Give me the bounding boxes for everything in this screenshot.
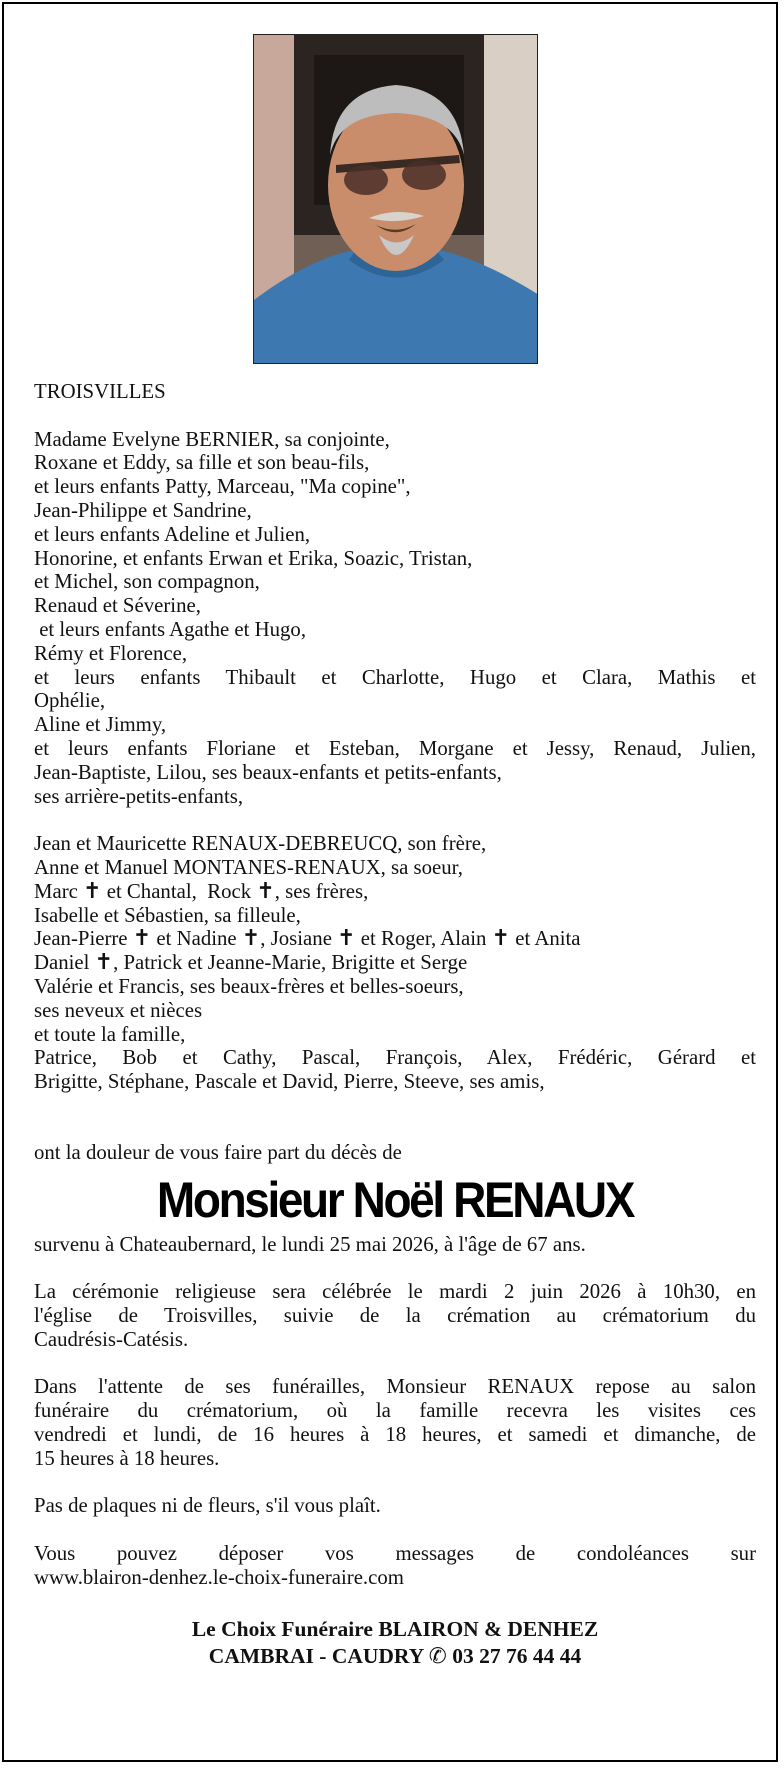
visitation-line: Dans l'attente de ses funérailles, Monsieur RENAUX repose au salon [34,1375,756,1399]
family-line: Rémy et Florence, [34,641,188,665]
sibling-line: ses neveux et nièces [34,998,203,1022]
location-heading: TROISVILLES [34,380,166,403]
family-line: et leurs enfants Thibault et Charlotte, Hugo et Clara, Mathis et [34,665,756,689]
sibling-line: Patrice, Bob et Cathy, Pascal, François, Alex, Frédéric, Gérard et [34,1046,756,1070]
sibling-line [34,927,756,951]
sibling-line: Anne et Manuel MONTANES-RENAUX, sa soeur, [34,855,463,879]
sibling-name: Jean-Pierre [34,927,133,951]
sibling-line [34,951,756,975]
family-list [34,428,756,809]
family-line: Jean-Baptiste, Lilou, ses beaux-enfants et petits-enfants, [34,760,502,784]
obituary-notice [2,2,778,1762]
visitation-paragraph [34,1375,756,1470]
family-line: Madame Evelyne BERNIER, sa conjointe, [34,427,390,451]
sibling-name: et Chantal, Rock [101,879,257,903]
family-line: Renaud et Séverine, [34,594,201,618]
visitation-line: funéraire du crématorium, où la famille recevra les visites ces [34,1399,756,1423]
sibling-name: , Patrick et Jeanne-Marie, Brigitte et Serge [113,951,468,975]
condolences-link[interactable]: www.blairon-denhez.le-choix-funeraire.com [34,1565,404,1589]
cross-icon: ✝ [94,950,114,976]
sibling-name: , Josiane [260,927,338,951]
family-line: et leurs enfants Agathe et Hugo, [34,617,307,641]
death-info: survenu à Chateaubernard, le lundi 25 mai 2026, à l'âge de 67 ans. [34,1232,586,1256]
sibling-line: Isabelle et Sébastien, sa filleule, [34,903,301,927]
cross-icon: ✝ [83,878,102,904]
funeral-home-name: Le Choix Funéraire BLAIRON & DENHEZ [191,1616,599,1641]
ceremony-line: La cérémonie religieuse sera célébrée le mardi 2 juin 2026 à 10h30, en [34,1280,756,1304]
ceremony-paragraph [34,1280,756,1351]
sibling-line: et toute la famille, [34,1022,186,1046]
sibling-name: , ses frères, [274,879,369,903]
sibling-line [34,880,756,904]
cross-icon: ✝ [491,926,511,952]
funeral-home-phone[interactable]: 03 27 76 44 44 [452,1643,582,1668]
deceased-name: Monsieur Noël RENAUX [156,1171,634,1228]
funeral-home-contact [34,1643,756,1670]
phone-icon: ✆ [428,1643,447,1669]
portrait-image [254,35,538,364]
funeral-home-signature [34,1616,756,1670]
sibling-line: Jean et Mauricette RENAUX-DEBREUCQ, son frère, [34,832,487,856]
family-line: Honorine, et enfants Erwan et Erika, Soazic, Tristan, [34,546,473,570]
cross-icon: ✝ [337,926,356,952]
family-line: et leurs enfants Adeline et Julien, [34,522,311,546]
family-line: Jean-Philippe et Sandrine, [34,498,252,522]
cross-icon: ✝ [241,926,261,952]
family-line: Aline et Jimmy, [34,713,167,737]
sibling-name: et Anita [510,927,581,951]
family-line: Roxane et Eddy, sa fille et son beau-fils, [34,451,370,475]
portrait-photo [253,34,538,364]
ceremony-line: Caudrésis-Catésis. [34,1327,189,1351]
family-line: et Michel, son compagnon, [34,570,260,594]
sibling-line: Brigitte, Stéphane, Pascale et David, Pierre, Steeve, ses amis, [34,1070,545,1094]
sibling-line: Valérie et Francis, ses beaux-frères et belles-soeurs, [34,974,464,998]
sibling-name: Marc [34,879,84,903]
sibling-name: et Nadine [151,927,242,951]
flowers-note: Pas de plaques ni de fleurs, s'il vous plaît. [34,1494,381,1518]
visitation-line: vendredi et lundi, de 16 heures à 18 heures, et samedi et dimanche, de [34,1423,756,1447]
sibling-name: et Roger, Alain [355,927,492,951]
siblings-list [34,832,756,1094]
funeral-home-cities: CAMBRAI - CAUDRY [208,1643,424,1668]
visitation-line: 15 heures à 18 heures. [34,1446,220,1470]
announcement: ont la douleur de vous faire part du décès de [34,1140,402,1164]
sibling-name: Daniel [34,951,95,975]
family-line: ses arrière-petits-enfants, [34,784,244,808]
family-line: Ophélie, [34,689,106,713]
condolences-paragraph [34,1542,756,1590]
family-line: et leurs enfants Patty, Marceau, "Ma copine", [34,475,411,499]
condolences-line: Vous pouvez déposer vos messages de condoléances sur [34,1542,756,1566]
ceremony-line: l'église de Troisvilles, suivie de la crémation au crématorium du [34,1304,756,1328]
cross-icon: ✝ [256,878,275,904]
cross-icon: ✝ [132,926,152,952]
notice-text [34,380,756,1670]
family-line: et leurs enfants Floriane et Esteban, Morgane et Jessy, Renaud, Julien, [34,736,756,760]
